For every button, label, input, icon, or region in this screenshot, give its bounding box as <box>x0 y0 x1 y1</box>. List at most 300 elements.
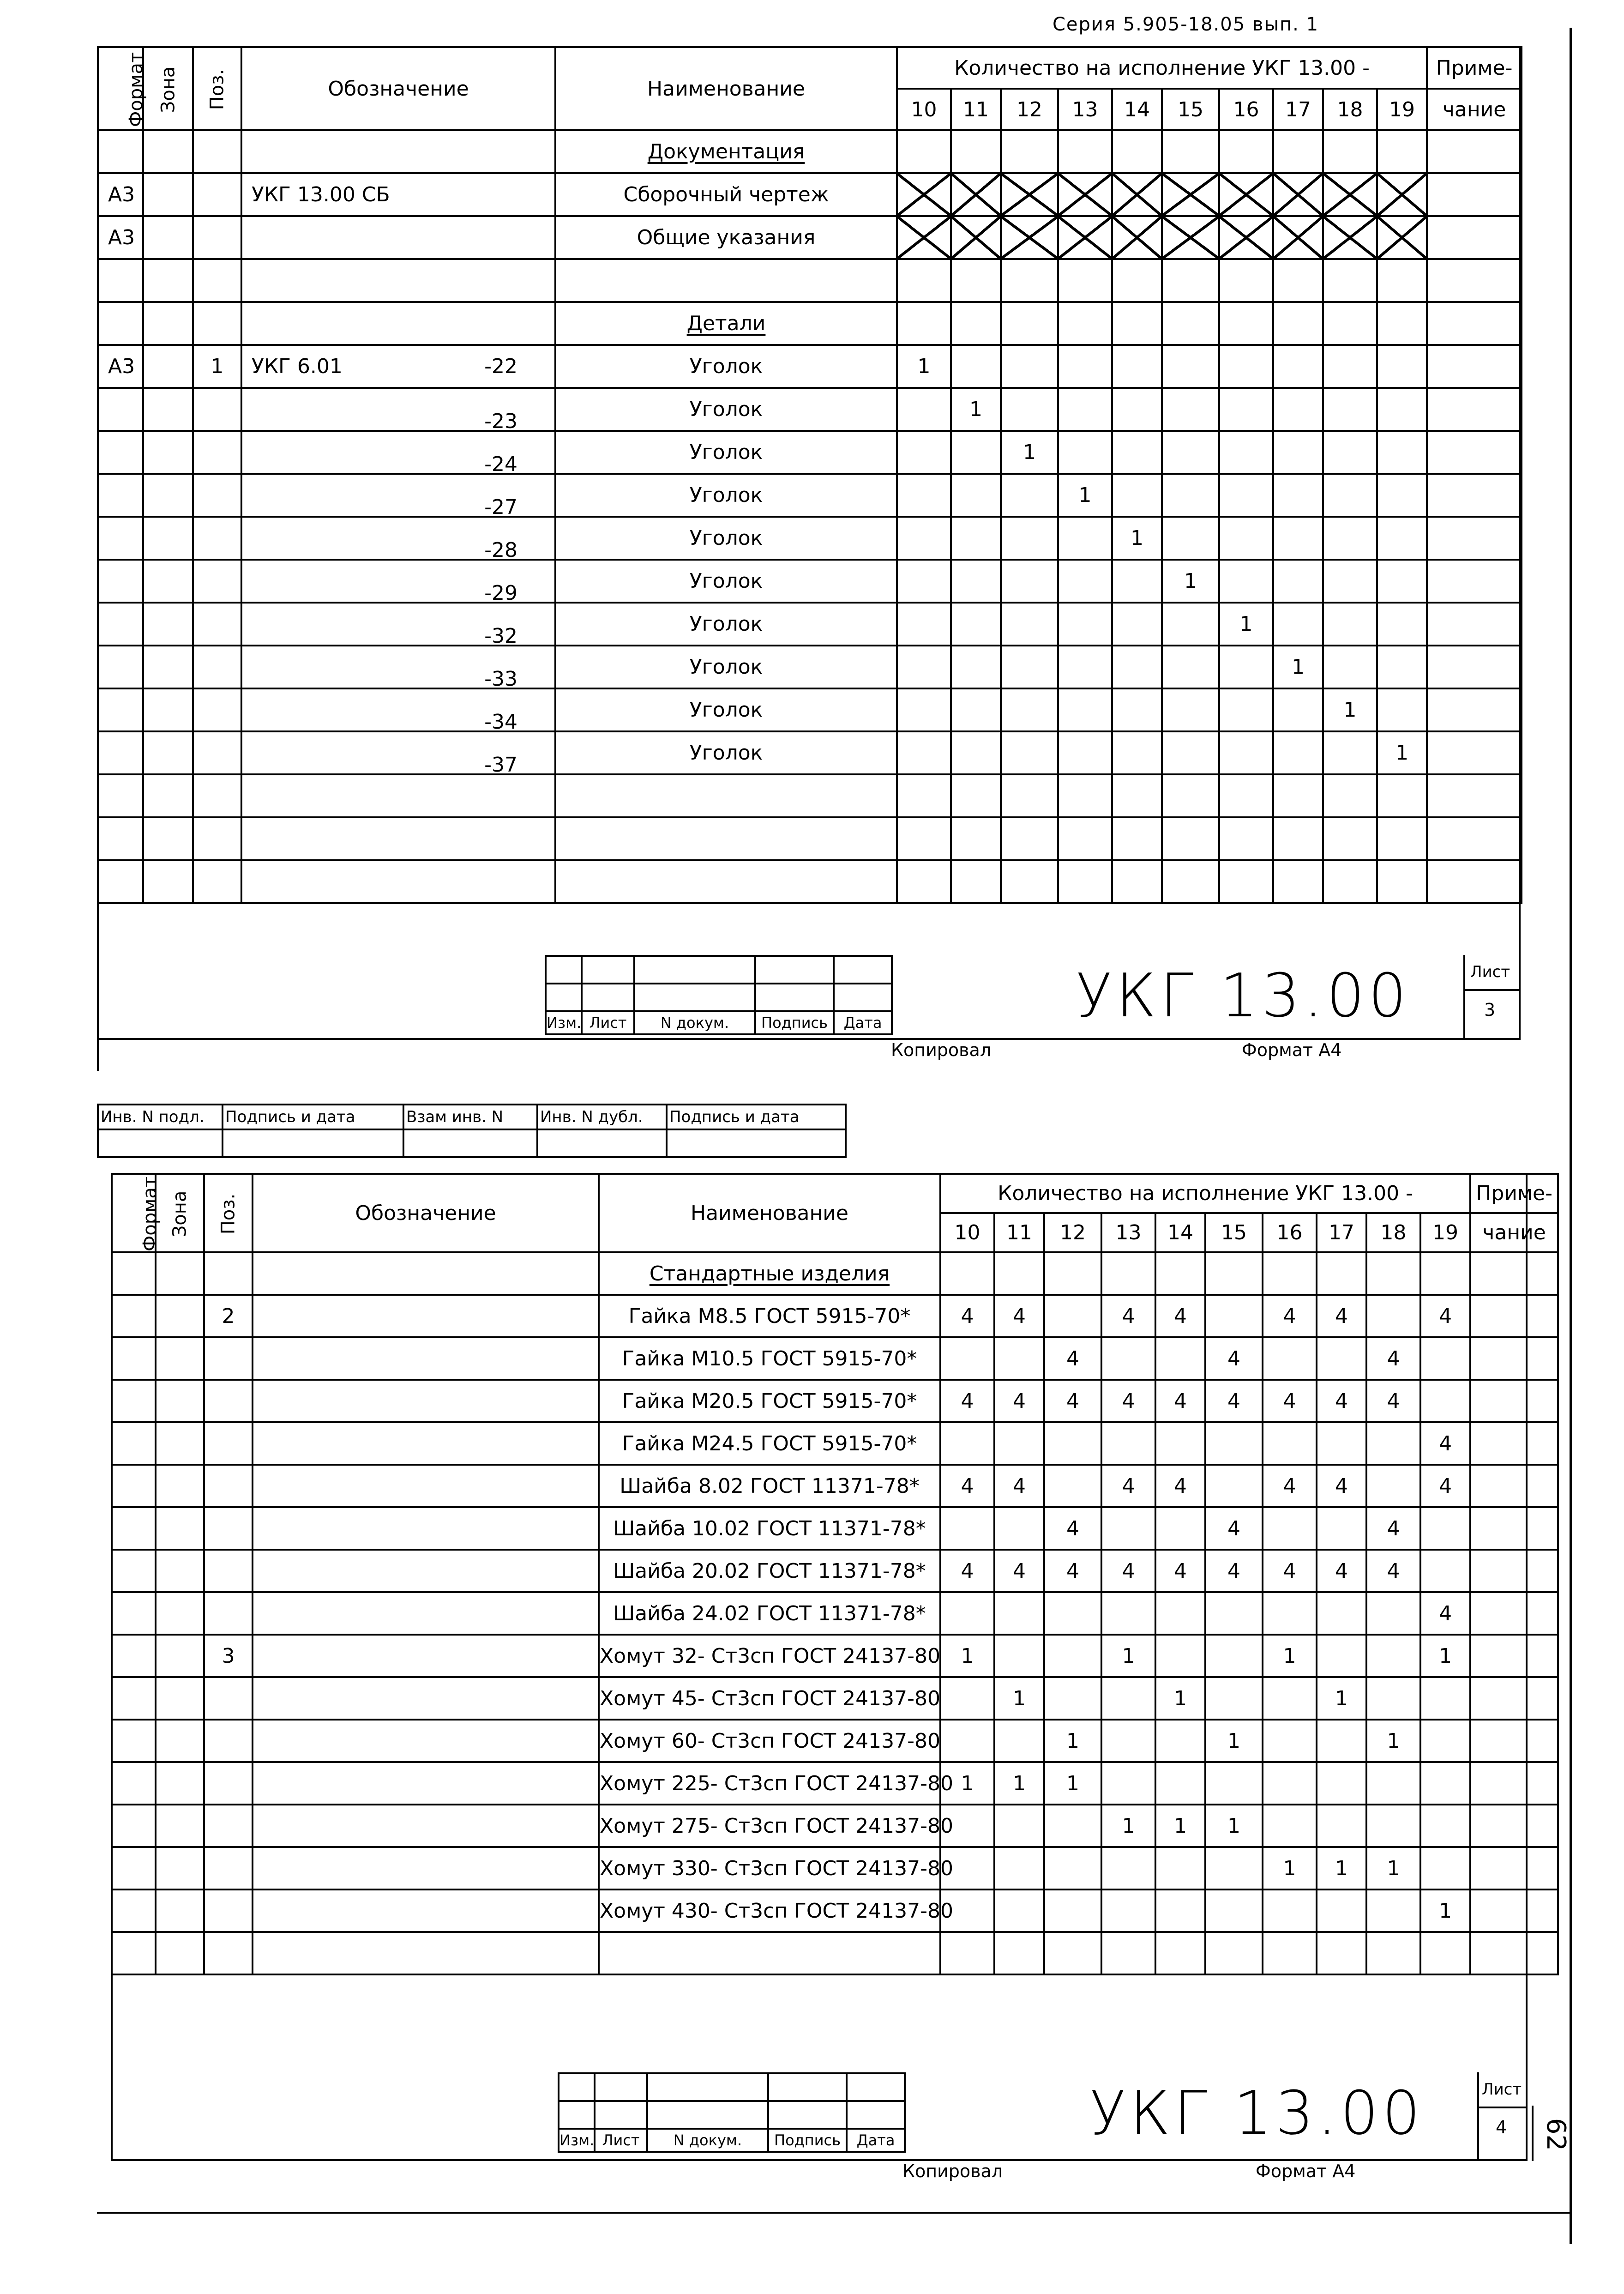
format-cell <box>112 1762 156 1805</box>
quantity-cell <box>1162 474 1219 517</box>
quantity-cell <box>1323 173 1377 216</box>
note-cell <box>1470 1932 1558 1974</box>
quantity-cell <box>1001 388 1058 431</box>
quantity-cell <box>1377 603 1427 646</box>
izm-label: Изм. <box>546 1011 582 1034</box>
quantity-cell <box>940 1337 994 1380</box>
quantity-cell <box>1317 1422 1366 1465</box>
designation-cell <box>253 1337 599 1380</box>
quantity-cell <box>1162 646 1219 688</box>
format-cell <box>112 1337 156 1380</box>
zone-cell <box>156 1465 204 1507</box>
designation-suffix: -33 <box>484 667 517 691</box>
spec-table-1 <box>97 46 1522 904</box>
name-cell <box>555 817 897 860</box>
zone-cell <box>143 431 193 474</box>
pos-header-text: Поз. <box>206 69 228 110</box>
quantity-cell <box>1273 431 1323 474</box>
quantity-cell <box>1273 259 1323 302</box>
quantity-cell <box>1420 1762 1470 1805</box>
quantity-cell <box>1162 216 1219 259</box>
quantity-cell <box>951 302 1001 345</box>
quantity-cell <box>1377 817 1427 860</box>
name-cell <box>555 646 897 688</box>
zone-cell <box>143 345 193 388</box>
sheet-box-2-divider <box>1477 2072 1479 2160</box>
quantity-cell: 4 <box>1205 1507 1263 1550</box>
quantity-cell <box>1317 1932 1366 1974</box>
quantity-cell <box>994 1507 1044 1550</box>
designation-cell <box>241 130 555 173</box>
quantity-cell <box>1112 302 1162 345</box>
quantity-cell <box>1205 1932 1263 1974</box>
quantity-cell <box>951 474 1001 517</box>
designation-suffix: -29 <box>484 581 517 605</box>
pos-header <box>204 1174 253 1252</box>
quantity-cell: 1 <box>1377 731 1427 774</box>
inventory-label: Инв. N дубл. <box>537 1105 667 1129</box>
designation-cell <box>253 1890 599 1932</box>
quantity-cell <box>1205 1422 1263 1465</box>
quantity-cell <box>1323 603 1377 646</box>
ndoc-label: N докум. <box>634 1011 755 1034</box>
quantity-cell <box>1112 388 1162 431</box>
quantity-cell <box>897 774 951 817</box>
quantity-cell <box>951 173 1001 216</box>
quantity-cell <box>1219 774 1273 817</box>
quantity-cell <box>1219 216 1273 259</box>
quantity-cell <box>1101 1337 1155 1380</box>
designation-cell <box>241 259 555 302</box>
quantity-cell <box>1155 1422 1205 1465</box>
list-label: Лист <box>595 2129 647 2152</box>
quantity-cell <box>1323 302 1377 345</box>
izm-label: Изм. <box>559 2129 595 2152</box>
quantity-cell <box>1001 774 1058 817</box>
zone-cell <box>143 259 193 302</box>
quantity-cell: 1 <box>1155 1677 1205 1720</box>
inventory-label: Подпись и дата <box>667 1105 846 1129</box>
table-row <box>98 173 1522 216</box>
name-text: Гайка М20.5 ГОСТ 5915-70* <box>622 1389 917 1413</box>
quantity-cell <box>1219 130 1273 173</box>
quantity-cell <box>897 517 951 560</box>
pos-cell <box>193 388 241 431</box>
quantity-cell: 4 <box>1044 1380 1101 1422</box>
quantity-cell <box>1377 259 1427 302</box>
quantity-cell: 1 <box>1044 1720 1101 1762</box>
quantity-cell <box>994 1422 1044 1465</box>
sheet-box-1-hline <box>1463 989 1519 991</box>
note-cell <box>1470 1592 1558 1635</box>
zone-cell <box>143 560 193 603</box>
quantity-cell <box>1044 1635 1101 1677</box>
quantity-cell <box>1101 1932 1155 1974</box>
quantity-cell: 4 <box>1420 1592 1470 1635</box>
quantity-cell: 4 <box>940 1465 994 1507</box>
note-cell <box>1470 1805 1558 1847</box>
inventory-label: Подпись и дата <box>223 1105 403 1129</box>
quantity-cell <box>1155 1592 1205 1635</box>
quantity-cell: 4 <box>1317 1550 1366 1592</box>
designation-suffix: -32 <box>484 624 517 648</box>
quantity-cell <box>1377 474 1427 517</box>
zone-cell <box>143 173 193 216</box>
quantity-cell <box>1219 688 1273 731</box>
quantity-cell <box>951 517 1001 560</box>
quantity-cell: 4 <box>1044 1337 1101 1380</box>
quantity-cell <box>1377 345 1427 388</box>
format-cell <box>98 731 143 774</box>
quantity-cell <box>1058 731 1112 774</box>
format-cell <box>112 1380 156 1422</box>
quantity-cell <box>1263 1337 1317 1380</box>
zone-cell <box>143 860 193 903</box>
name-text: Уголок <box>689 398 763 421</box>
quantity-cell <box>1273 860 1323 903</box>
quantity-cell <box>1323 388 1377 431</box>
name-text: Шайба 8.02 ГОСТ 11371-78* <box>620 1474 920 1498</box>
quantity-cell <box>1377 431 1427 474</box>
quantity-cell <box>1366 1805 1420 1847</box>
designation-cell <box>253 1550 599 1592</box>
name-header: Наименование <box>555 47 897 130</box>
name-cell <box>555 388 897 431</box>
format-cell <box>112 1507 156 1550</box>
quantity-cell <box>1162 130 1219 173</box>
quantity-cell <box>1112 259 1162 302</box>
name-text: Шайба 10.02 ГОСТ 11371-78* <box>613 1516 926 1540</box>
quantity-cell <box>1112 860 1162 903</box>
quantity-cell <box>1044 1677 1101 1720</box>
name-text: Уголок <box>689 741 763 765</box>
zone-cell <box>156 1932 204 1974</box>
quantity-cell <box>1219 860 1273 903</box>
name-cell <box>599 1507 940 1550</box>
designation-cell <box>253 1762 599 1805</box>
quantity-cell <box>1101 1677 1155 1720</box>
designation-cell <box>253 1252 599 1295</box>
name-text: Хомут 225- Ст3сп ГОСТ 24137-80 <box>600 1771 953 1795</box>
quantity-cell <box>1219 817 1273 860</box>
quantity-cell <box>1219 517 1273 560</box>
table-row <box>112 1592 1558 1635</box>
quantity-cell <box>940 1720 994 1762</box>
quantity-cell <box>1273 603 1323 646</box>
quantity-cell: 4 <box>1263 1550 1317 1592</box>
pos-cell <box>204 1847 253 1890</box>
zone-cell <box>143 130 193 173</box>
quantity-cell <box>1263 1252 1317 1295</box>
variant-header: 10 <box>897 89 951 130</box>
quantity-cell <box>1273 216 1323 259</box>
quantity-cell <box>1420 1677 1470 1720</box>
sheet-label-1: Лист <box>1470 963 1510 981</box>
quantity-cell <box>1101 1720 1155 1762</box>
quantity-cell <box>1001 474 1058 517</box>
pos-cell <box>193 688 241 731</box>
quantity-cell <box>951 860 1001 903</box>
designation-suffix: -27 <box>484 495 517 519</box>
quantity-cell <box>1058 173 1112 216</box>
designation-cell <box>241 431 555 474</box>
quantity-cell: 4 <box>994 1380 1044 1422</box>
format-label-2: Формат А4 <box>1256 2161 1356 2181</box>
designation-cell <box>241 216 555 259</box>
quantity-cell <box>1001 259 1058 302</box>
quantity-cell <box>1155 1847 1205 1890</box>
table-row <box>98 388 1522 431</box>
pos-cell: 3 <box>204 1635 253 1677</box>
quantity-cell <box>1366 1932 1420 1974</box>
quantity-cell <box>1317 1507 1366 1550</box>
quantity-cell <box>1317 1890 1366 1932</box>
quantity-cell <box>1001 130 1058 173</box>
quantity-cell: 4 <box>1101 1295 1155 1337</box>
name-cell <box>555 774 897 817</box>
quantity-cell <box>1273 388 1323 431</box>
quantity-cell <box>1101 1592 1155 1635</box>
quantity-cell: 4 <box>1044 1550 1101 1592</box>
name-cell <box>555 431 897 474</box>
pos-cell <box>193 216 241 259</box>
quantity-cell <box>1162 173 1219 216</box>
quantity-cell <box>1219 173 1273 216</box>
quantity-cell <box>1001 731 1058 774</box>
quantity-cell <box>1263 1507 1317 1550</box>
section-heading: Детали <box>686 312 766 335</box>
zone-header <box>156 1174 204 1252</box>
table-row <box>98 130 1522 173</box>
quantity-cell: 1 <box>1317 1677 1366 1720</box>
spec-table-2 <box>111 1173 1559 1975</box>
sheet-box-2-hline <box>1477 2107 1526 2108</box>
quantity-cell: 1 <box>994 1762 1044 1805</box>
quantity-cell: 1 <box>1162 560 1219 603</box>
table-row <box>98 817 1522 860</box>
quantity-cell <box>1058 774 1112 817</box>
note-cell <box>1470 1677 1558 1720</box>
quantity-cell: 4 <box>994 1550 1044 1592</box>
format-cell <box>112 1720 156 1762</box>
quantity-cell <box>1317 1805 1366 1847</box>
quantity-cell <box>1273 774 1323 817</box>
quantity-cell <box>897 130 951 173</box>
quantity-cell: 4 <box>994 1465 1044 1507</box>
name-text: Гайка М8.5 ГОСТ 5915-70* <box>628 1304 911 1328</box>
quantity-cell: 4 <box>1101 1380 1155 1422</box>
pos-cell <box>193 817 241 860</box>
quantity-cell: 1 <box>1366 1847 1420 1890</box>
pos-cell <box>193 860 241 903</box>
quantity-cell <box>1273 688 1323 731</box>
format-cell <box>98 517 143 560</box>
table-row <box>112 1635 1558 1677</box>
sheet-box-1-divider <box>1463 955 1465 1039</box>
variant-header: 11 <box>994 1213 1044 1252</box>
pos-cell <box>204 1550 253 1592</box>
pos-header-text: Поз. <box>217 1193 239 1234</box>
quantity-cell: 1 <box>1366 1720 1420 1762</box>
quantity-cell <box>1112 603 1162 646</box>
name-cell <box>555 130 897 173</box>
pos-cell <box>193 431 241 474</box>
designation-cell <box>241 817 555 860</box>
name-text: Хомут 430- Ст3сп ГОСТ 24137-80 <box>600 1899 953 1923</box>
quantity-cell <box>1317 1337 1366 1380</box>
variant-header: 18 <box>1323 89 1377 130</box>
quantity-cell <box>951 259 1001 302</box>
quantity-cell <box>1155 1762 1205 1805</box>
zone-cell <box>156 1295 204 1337</box>
quantity-cell <box>1162 431 1219 474</box>
zone-cell <box>156 1720 204 1762</box>
name-cell <box>555 173 897 216</box>
zone-cell <box>143 688 193 731</box>
format-cell <box>112 1677 156 1720</box>
quantity-cell: 1 <box>1112 517 1162 560</box>
designation-cell <box>241 860 555 903</box>
quantity-cell <box>1112 173 1162 216</box>
format-cell <box>112 1252 156 1295</box>
quantity-cell <box>1058 302 1112 345</box>
note-cell <box>1470 1422 1558 1465</box>
note-cell <box>1427 860 1522 903</box>
name-text: Хомут 60- Ст3сп ГОСТ 24137-80 <box>600 1729 940 1753</box>
quantity-cell <box>1219 474 1273 517</box>
name-cell <box>599 1337 940 1380</box>
designation-cell <box>241 173 555 216</box>
quantity-cell <box>1058 688 1112 731</box>
variant-header: 15 <box>1162 89 1219 130</box>
note-cell <box>1427 731 1522 774</box>
zone-header <box>143 47 193 130</box>
quantity-cell <box>897 388 951 431</box>
quantity-cell <box>1162 603 1219 646</box>
quantity-cell: 4 <box>1101 1465 1155 1507</box>
designation-cell <box>241 517 555 560</box>
page-number-box-line <box>1532 2106 1534 2161</box>
quantity-cell <box>897 860 951 903</box>
quantity-cell <box>1323 345 1377 388</box>
quantity-cell <box>897 216 951 259</box>
note-cell <box>1427 474 1522 517</box>
quantity-cell <box>1366 1295 1420 1337</box>
designation-cell <box>241 388 555 431</box>
quantity-cell <box>1273 474 1323 517</box>
quantity-cell: 1 <box>1263 1847 1317 1890</box>
table-row <box>98 603 1522 646</box>
table-row <box>112 1805 1558 1847</box>
quantity-cell <box>1273 517 1323 560</box>
quantity-cell <box>1001 517 1058 560</box>
designation-cell <box>253 1805 599 1847</box>
format-cell <box>98 774 143 817</box>
quantity-cell <box>897 431 951 474</box>
quantity-cell <box>1205 1252 1263 1295</box>
pos-header <box>193 47 241 130</box>
copied-label-2: Копировал <box>902 2161 1003 2181</box>
name-cell <box>599 1295 940 1337</box>
format-cell <box>98 302 143 345</box>
designation-cell <box>253 1507 599 1550</box>
quantity-cell <box>1219 259 1273 302</box>
quantity-cell <box>1112 560 1162 603</box>
quantity-cell <box>940 1252 994 1295</box>
quantity-cell <box>1263 1592 1317 1635</box>
zone-header-text: Зона <box>169 1190 191 1237</box>
quantity-cell <box>897 560 951 603</box>
name-cell <box>599 1677 940 1720</box>
name-cell <box>599 1635 940 1677</box>
name-text: Уголок <box>689 355 763 378</box>
quantity-cell: 4 <box>1205 1380 1263 1422</box>
format-cell: А3 <box>98 345 143 388</box>
quantity-cell <box>1366 1252 1420 1295</box>
quantity-cell <box>1162 345 1219 388</box>
quantity-cell <box>1205 1635 1263 1677</box>
table-row <box>98 731 1522 774</box>
quantity-cell <box>1112 688 1162 731</box>
quantity-cell <box>994 1635 1044 1677</box>
format-cell: А3 <box>98 216 143 259</box>
designation-cell <box>241 774 555 817</box>
quantity-cell <box>951 603 1001 646</box>
variant-header: 14 <box>1155 1213 1205 1252</box>
table-row <box>98 259 1522 302</box>
note-cell <box>1470 1465 1558 1507</box>
zone-cell <box>143 731 193 774</box>
quantity-cell <box>897 603 951 646</box>
quantity-cell <box>1044 1932 1101 1974</box>
variant-header: 11 <box>951 89 1001 130</box>
table-row <box>112 1380 1558 1422</box>
quantity-cell <box>1420 1550 1470 1592</box>
note-cell <box>1470 1550 1558 1592</box>
quantity-cell: 1 <box>1205 1720 1263 1762</box>
quantity-cell <box>1377 216 1427 259</box>
name-cell <box>555 302 897 345</box>
quantity-cell <box>1112 817 1162 860</box>
name-cell <box>555 688 897 731</box>
format-cell <box>112 1890 156 1932</box>
quantity-cell <box>1219 646 1273 688</box>
table-row <box>98 517 1522 560</box>
quantity-cell <box>940 1677 994 1720</box>
quantity-cell <box>1058 603 1112 646</box>
quantity-cell: 1 <box>1273 646 1323 688</box>
quantity-cell <box>1058 259 1112 302</box>
quantity-cell <box>940 1592 994 1635</box>
binding-line <box>1570 28 1572 2244</box>
note-cell <box>1470 1252 1558 1295</box>
quantity-cell <box>1377 173 1427 216</box>
pos-cell <box>193 731 241 774</box>
quantity-cell <box>1323 216 1377 259</box>
quantity-cell <box>897 817 951 860</box>
quantity-cell <box>1263 1720 1317 1762</box>
quantity-cell <box>1058 560 1112 603</box>
name-text: Гайка М24.5 ГОСТ 5915-70* <box>622 1431 917 1455</box>
designation-cell <box>253 1380 599 1422</box>
note-header-1: Приме- <box>1470 1174 1558 1213</box>
quantity-cell <box>1366 1465 1420 1507</box>
quantity-cell <box>1044 1890 1101 1932</box>
quantity-cell <box>1162 731 1219 774</box>
quantity-cell <box>1205 1295 1263 1337</box>
pos-cell <box>193 474 241 517</box>
note-cell <box>1427 345 1522 388</box>
